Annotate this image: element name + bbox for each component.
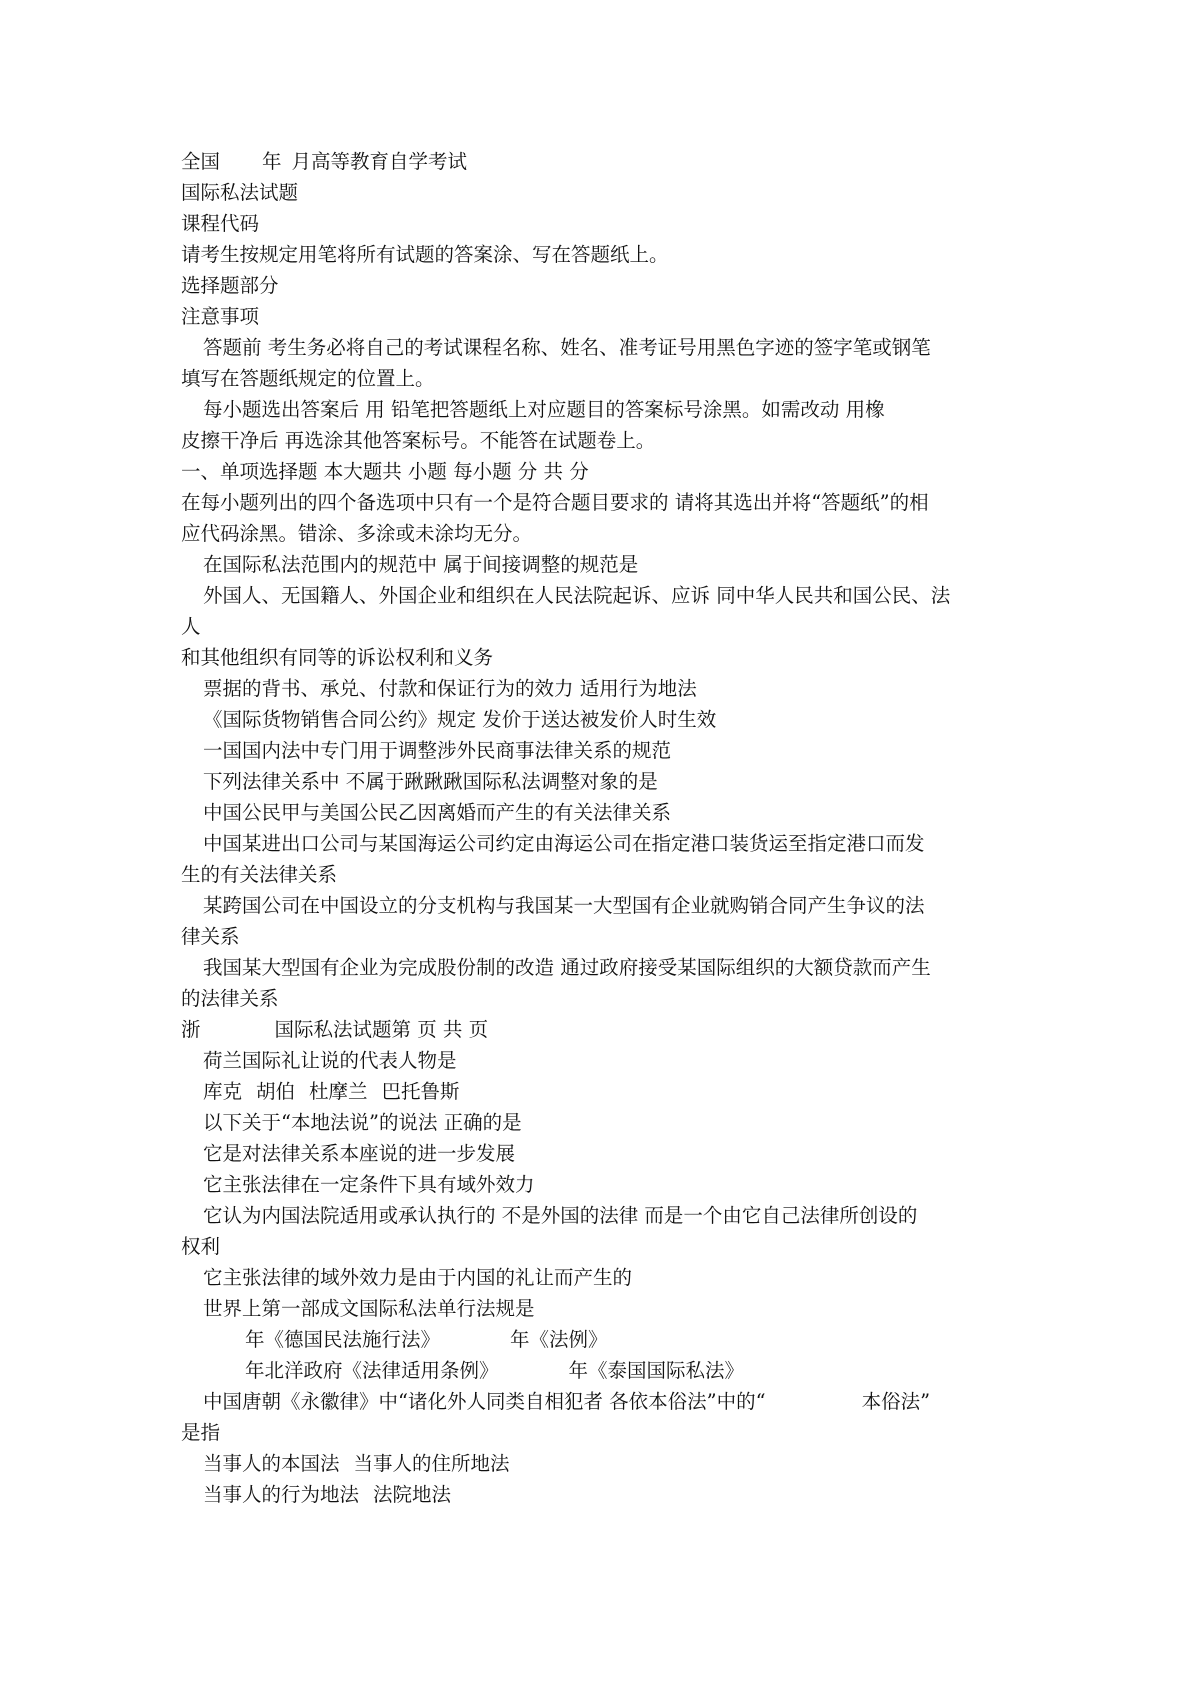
header-year: 年 [262,150,282,173]
question-2-option-a: 中国公民甲与美国公民乙因离婚而产生的有关法律关系 [203,801,672,824]
note-1-line-2: 填写在答题纸规定的位置上。 [181,367,435,390]
question-4-option-d: 它主张法律的域外效力是由于内国的礼让而产生的 [203,1266,633,1289]
question-6-option-a: 当事人的本国法 [203,1452,340,1475]
part-1-instruction-line-2: 应代码涂黑。错涂、多涂或未涂均无分。 [181,522,533,545]
footer-page-info: 国际私法试题第 页 共 页 [274,1018,489,1041]
question-4-option-c-line-2: 权利 [181,1235,221,1258]
question-5-option-d: 年《泰国国际私法》 [568,1359,745,1382]
exam-header-line [181,146,1021,177]
notes-heading: 注意事项 [181,305,260,328]
footer-province: 浙 [181,1018,201,1041]
question-5-option-b: 年《法例》 [510,1328,608,1351]
question-1-stem: 在国际私法范围内的规范中 属于间接调整的规范是 [203,553,639,576]
question-4-option-a: 它是对法律关系本座说的进一步发展 [203,1142,516,1165]
question-5-options-row-2 [181,1355,1021,1386]
note-1-line-1: 答题前 考生务必将自己的考试课程名称、姓名、准考证号用黑色字迹的签字笔或钢笔 [203,336,931,359]
question-2-stem: 下列法律关系中 不属于踿踿踿国际私法调整对象的是 [203,770,658,793]
question-2-option-c-line-2: 律关系 [181,925,240,948]
question-6-option-c: 当事人的行为地法 [203,1483,360,1506]
question-3-options [181,1076,1021,1107]
question-4-option-c-line-1: 它认为内国法院适用或承认执行的 不是外国的法律 而是一个由它自己法律所创设的 [203,1204,918,1227]
question-6-option-b: 当事人的住所地法 [353,1452,510,1475]
question-1-option-d: 一国国内法中专门用于调整涉外民商事法律关系的规范 [203,739,672,762]
question-6-stem-line-1 [181,1386,1021,1417]
exam-instruction: 请考生按规定用笔将所有试题的答案涂、写在答题纸上。 [181,243,669,266]
question-5-option-a: 年《德国民法施行法》 [245,1328,441,1351]
course-code: 课程代码 [181,212,260,235]
question-3-stem: 荷兰国际礼让说的代表人物是 [203,1049,457,1072]
question-1-option-b: 票据的背书、承兑、付款和保证行为的效力 适用行为地法 [203,677,697,700]
question-6-stem-line-2: 是指 [181,1421,221,1444]
part-1-instruction-line-1: 在每小题列出的四个备选项中只有一个是符合题目要求的 请将其选出并将“答题纸”的相 [181,491,929,514]
subject-title: 国际私法试题 [181,181,299,204]
header-text: 全国 [181,150,221,173]
section-heading: 选择题部分 [181,274,279,297]
question-3-option-d: 巴托鲁斯 [381,1080,460,1103]
question-4-option-b: 它主张法律在一定条件下具有域外效力 [203,1173,535,1196]
question-6-stem-quote: 本俗法” [861,1390,931,1413]
header-exam-name: 月高等教育自学考试 [291,150,468,173]
question-3-option-b: 胡伯 [256,1080,296,1103]
note-2-line-2: 皮擦干净后 再选涂其他答案标号。不能答在试题卷上。 [181,429,656,452]
page-footer [181,1014,1021,1045]
question-2-option-b-line-1: 中国某进出口公司与某国海运公司约定由海运公司在指定港口装货运至指定港口而发 [203,832,925,855]
exam-content [181,146,1021,1510]
question-5-options-row-1 [181,1324,1021,1355]
question-5-stem: 世界上第一部成文国际私法单行法规是 [203,1297,535,1320]
question-6-options-row-2 [181,1479,1021,1510]
question-2-option-b-line-2: 生的有关法律关系 [181,863,338,886]
question-6-stem-text: 中国唐朝《永徽律》中“诸化外人同类自相犯者 各依本俗法”中的“ [203,1390,766,1413]
question-2-option-d-line-2: 的法律关系 [181,987,279,1010]
question-1-option-a-line-1: 外国人、无国籍人、外国企业和组织在人民法院起诉、应诉 同中华人民共和国公民、法 [203,584,951,607]
question-5-option-c: 年北洋政府《法律适用条例》 [245,1359,499,1382]
question-6-option-d: 法院地法 [373,1483,452,1506]
question-2-option-d-line-1: 我国某大型国有企业为完成股份制的改造 通过政府接受某国际组织的大额贷款而产生 [203,956,931,979]
question-3-option-c: 杜摩兰 [309,1080,368,1103]
question-1-option-a-line-3: 和其他组织有同等的诉讼权利和义务 [181,646,494,669]
question-1-option-c: 《国际货物销售合同公约》规定 发价于送达被发价人时生效 [203,708,717,731]
question-2-option-c-line-1: 某跨国公司在中国设立的分支机构与我国某一大型国有企业就购销合同产生争议的法 [203,894,925,917]
question-6-options-row-1 [181,1448,1021,1479]
question-4-stem: 以下关于“本地法说”的说法 正确的是 [203,1111,522,1134]
question-3-option-a: 库克 [203,1080,243,1103]
question-1-option-a-line-2: 人 [181,615,201,638]
note-2-line-1: 每小题选出答案后 用 铅笔把答题纸上对应题目的答案标号涂黑。如需改动 用橡 [203,398,885,421]
part-1-heading: 一、单项选择题 本大题共 小题 每小题 分 共 分 [181,460,589,483]
